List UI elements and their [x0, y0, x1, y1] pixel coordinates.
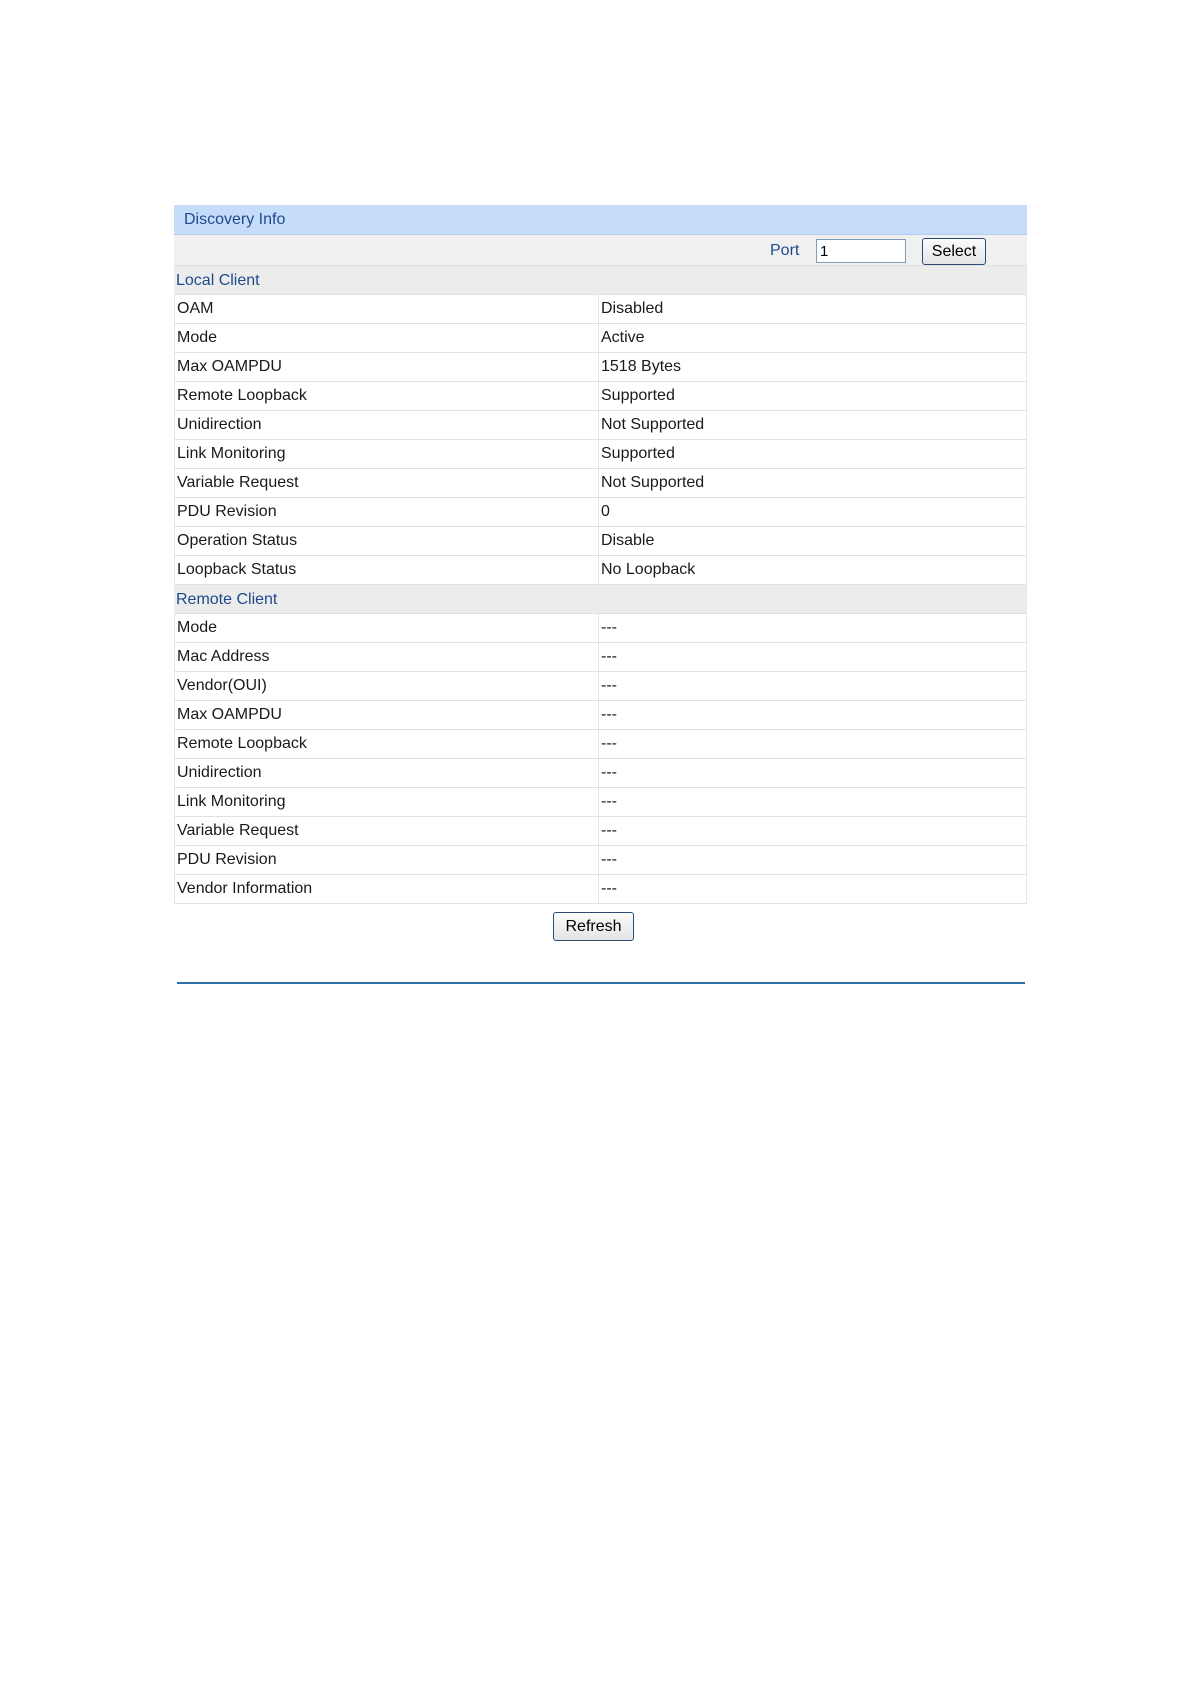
- table-row: [174, 353, 1027, 382]
- local-pdu-revision-value: 0: [601, 503, 610, 520]
- local-variable-request-value: Not Supported: [601, 474, 705, 491]
- table-row: [174, 527, 1027, 556]
- table-row: [174, 759, 1027, 788]
- remote-mode-value: ---: [601, 619, 617, 636]
- table-row: [174, 643, 1027, 672]
- discovery-info-panel: [174, 205, 1027, 946]
- remote-mode-label: Mode: [175, 614, 599, 642]
- table-row: [174, 875, 1027, 904]
- remote-vendor-oui-value: ---: [601, 677, 617, 694]
- table-row: [174, 817, 1027, 846]
- table-row: [174, 469, 1027, 498]
- local-operation-status-value: Disable: [601, 532, 655, 549]
- local-loopback-status-label: Loopback Status: [175, 556, 599, 584]
- remote-vendor-information-value: ---: [601, 880, 617, 897]
- local-max-oampdu-label: Max OAMPDU: [175, 353, 599, 381]
- local-client-table: [174, 295, 1027, 585]
- table-row: [174, 440, 1027, 469]
- select-button[interactable]: Select: [922, 238, 986, 265]
- local-unidirection-label: Unidirection: [175, 411, 599, 439]
- remote-remote-loopback-label: Remote Loopback: [175, 730, 599, 758]
- remote-vendor-information-label: Vendor Information: [175, 875, 599, 903]
- local-link-monitoring-label: Link Monitoring: [175, 440, 599, 468]
- table-row: [174, 701, 1027, 730]
- local-max-oampdu-value: 1518 Bytes: [601, 358, 682, 375]
- table-row: [174, 498, 1027, 527]
- local-operation-status-label: Operation Status: [175, 527, 599, 555]
- remote-remote-loopback-value: ---: [601, 735, 617, 752]
- remote-unidirection-label: Unidirection: [175, 759, 599, 787]
- local-link-monitoring-value: Supported: [601, 445, 675, 462]
- remote-variable-request-value: ---: [601, 822, 617, 839]
- table-row: [174, 382, 1027, 411]
- local-remote-loopback-label: Remote Loopback: [175, 382, 599, 410]
- local-variable-request-label: Variable Request: [175, 469, 599, 497]
- local-pdu-revision-label: PDU Revision: [175, 498, 599, 526]
- local-unidirection-value: Not Supported: [601, 416, 705, 433]
- panel-footer: [174, 904, 1027, 946]
- local-client-heading: Local Client: [174, 266, 1027, 295]
- port-input[interactable]: [816, 239, 906, 263]
- remote-max-oampdu-value: ---: [601, 706, 617, 723]
- remote-mac-address-value: ---: [601, 648, 617, 665]
- local-mode-label: Mode: [175, 324, 599, 352]
- table-row: [174, 556, 1027, 585]
- table-row: [174, 730, 1027, 759]
- port-label: Port: [770, 242, 800, 259]
- remote-link-monitoring-label: Link Monitoring: [175, 788, 599, 816]
- port-selector-bar: [174, 235, 1027, 266]
- panel-title: Discovery Info: [174, 205, 1027, 235]
- page-divider: [177, 982, 1025, 984]
- local-remote-loopback-value: Supported: [601, 387, 675, 404]
- table-row: [174, 295, 1027, 324]
- remote-pdu-revision-value: ---: [601, 851, 617, 868]
- remote-vendor-oui-label: Vendor(OUI): [175, 672, 599, 700]
- refresh-button[interactable]: Refresh: [553, 912, 634, 941]
- remote-mac-address-label: Mac Address: [175, 643, 599, 671]
- remote-link-monitoring-value: ---: [601, 793, 617, 810]
- remote-variable-request-label: Variable Request: [175, 817, 599, 845]
- remote-client-heading: Remote Client: [174, 585, 1027, 614]
- remote-client-table: [174, 614, 1027, 904]
- local-mode-value: Active: [601, 329, 645, 346]
- remote-max-oampdu-label: Max OAMPDU: [175, 701, 599, 729]
- table-row: [174, 324, 1027, 353]
- local-oam-value: Disabled: [601, 300, 664, 317]
- local-loopback-status-value: No Loopback: [601, 561, 696, 578]
- table-row: [174, 788, 1027, 817]
- remote-pdu-revision-label: PDU Revision: [175, 846, 599, 874]
- table-row: [174, 614, 1027, 643]
- local-oam-label: OAM: [175, 295, 599, 323]
- table-row: [174, 846, 1027, 875]
- table-row: [174, 411, 1027, 440]
- table-row: [174, 672, 1027, 701]
- remote-unidirection-value: ---: [601, 764, 617, 781]
